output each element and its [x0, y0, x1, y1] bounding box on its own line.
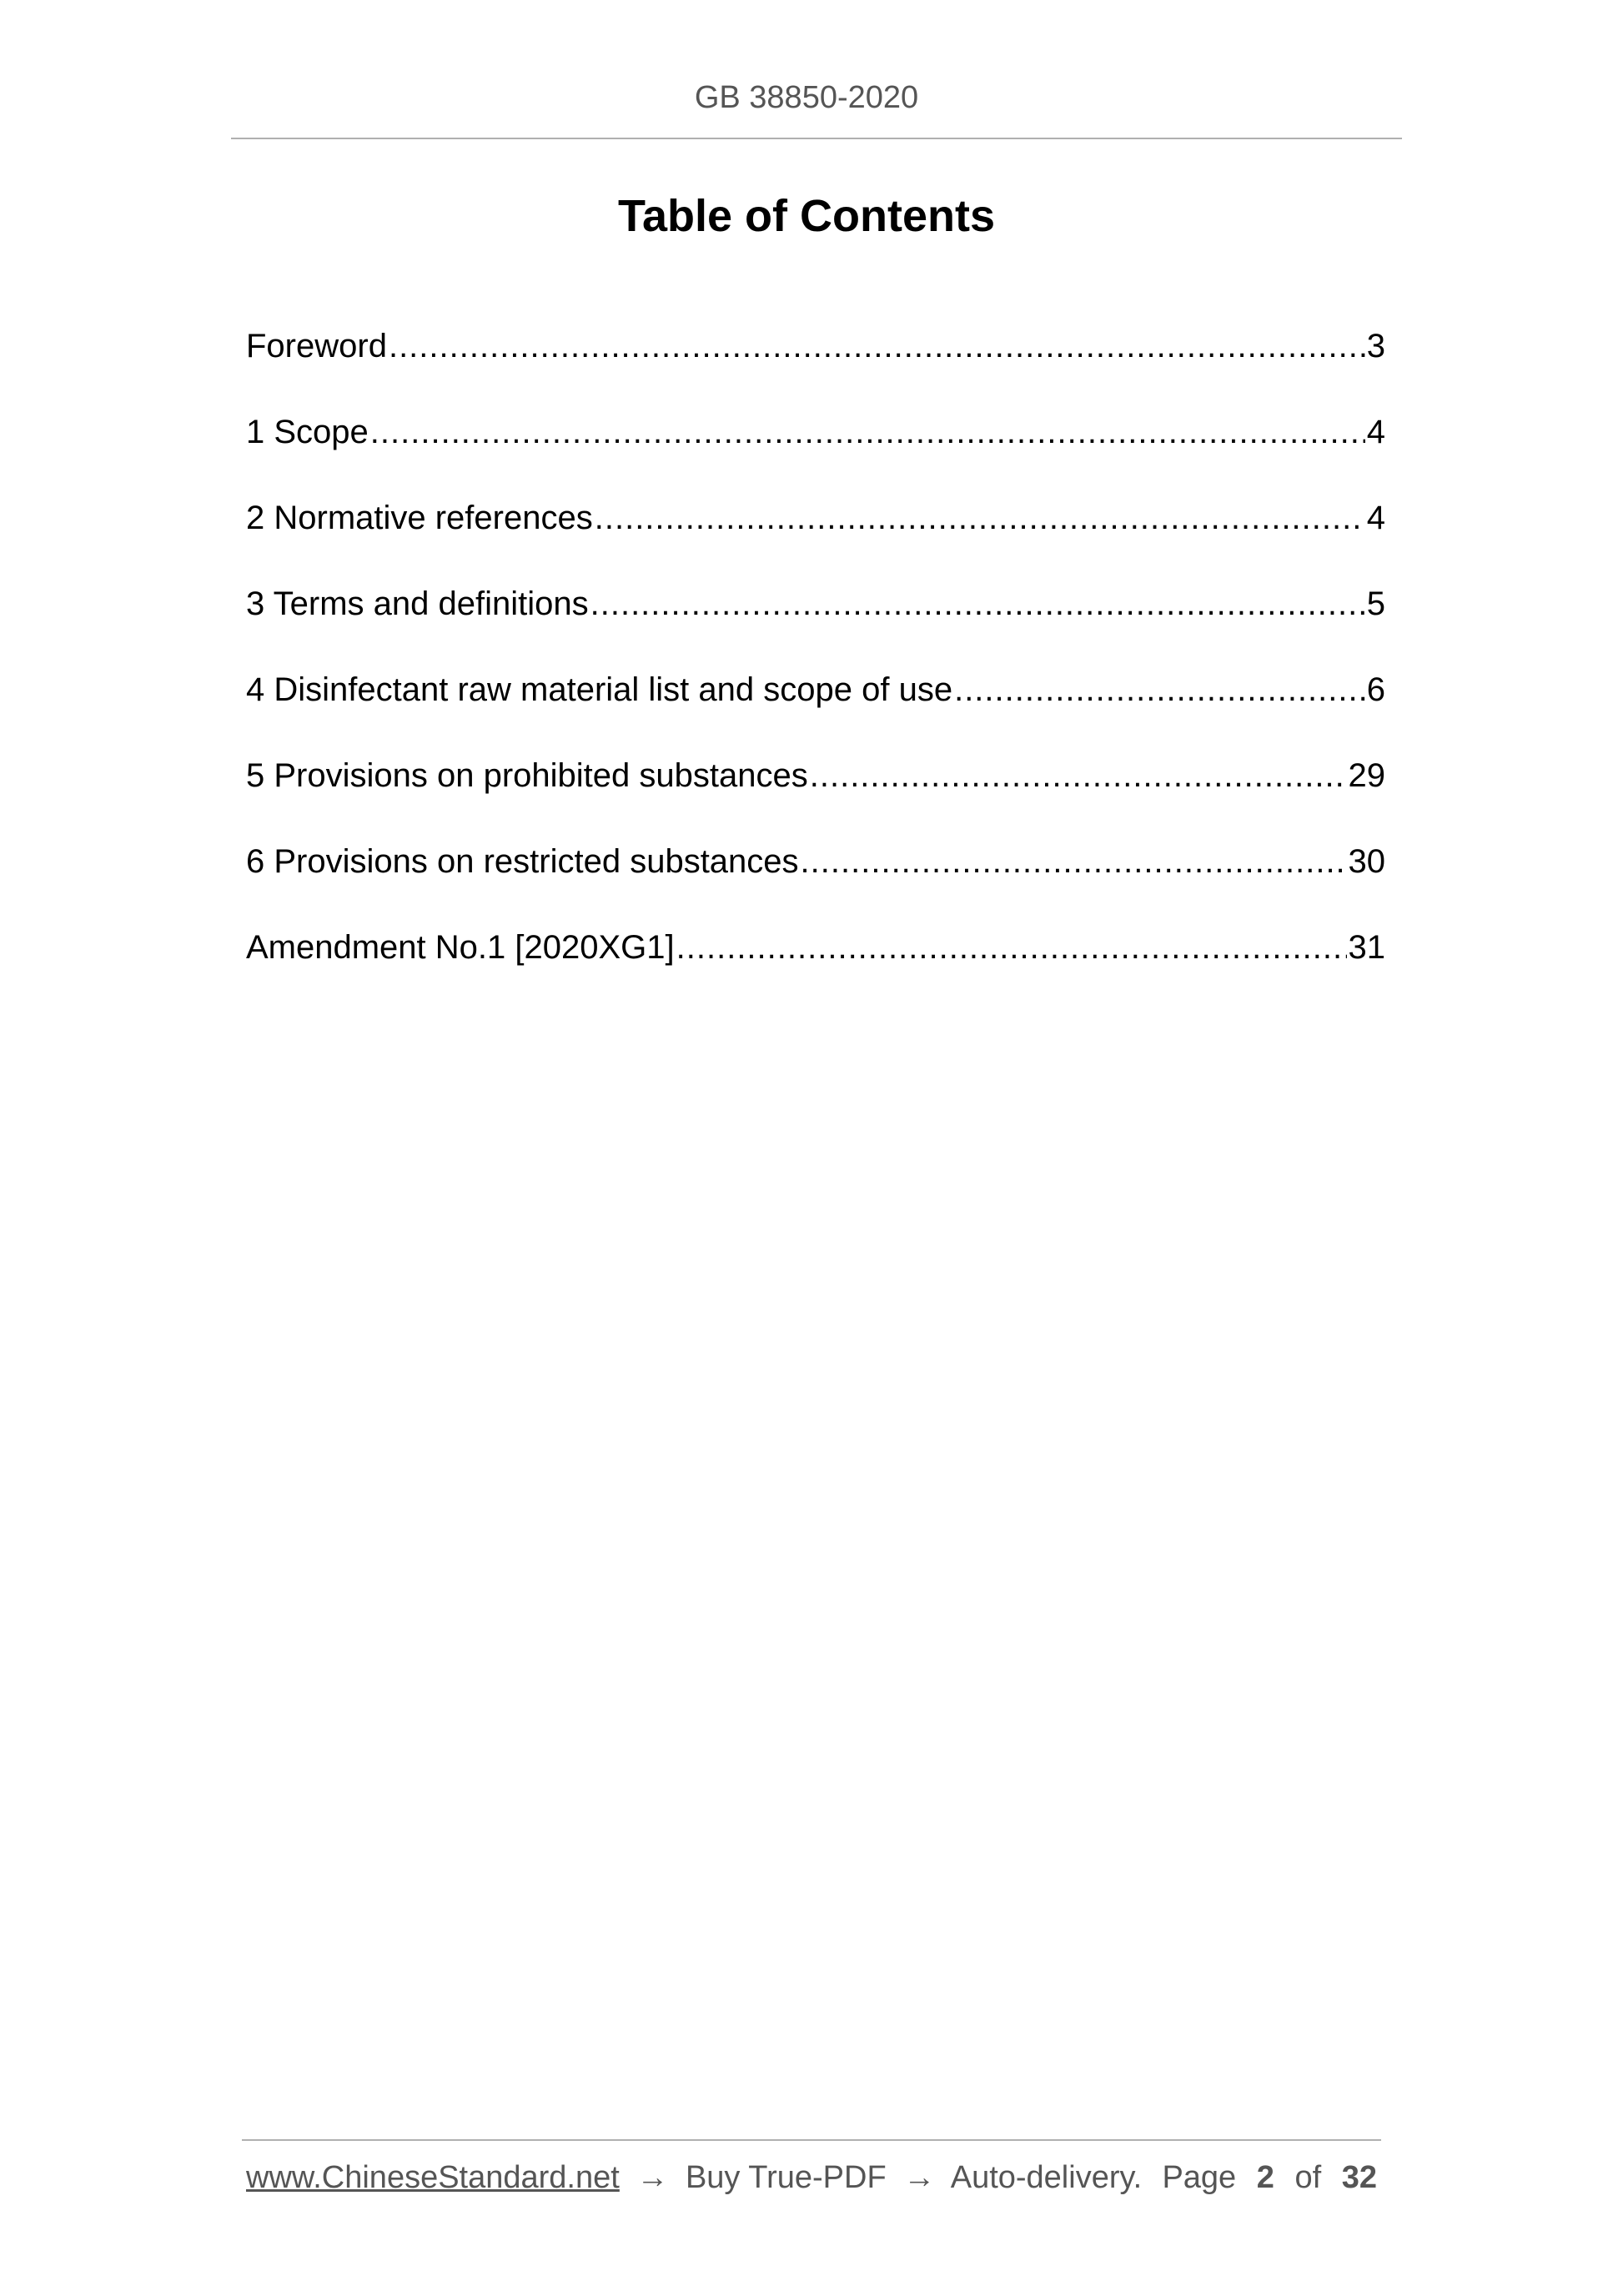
total-pages-number: 32: [1341, 2160, 1377, 2195]
arrow-right-icon: →: [636, 2160, 669, 2195]
toc-entry-label: Amendment No.1 [2020XG1]: [246, 929, 675, 966]
of-word: of: [1294, 2160, 1322, 2195]
dot-leader: [595, 493, 1365, 543]
current-page-number: 2: [1256, 2160, 1274, 2195]
toc-entry-label: 4 Disinfectant raw material list and scope of use: [246, 671, 953, 708]
toc-entry-label: 6 Provisions on restricted substances: [246, 843, 799, 880]
footer-divider: [242, 2139, 1381, 2141]
toc-entry-raw-material-list[interactable]: [246, 665, 1385, 751]
toc-entry-page: 6: [1366, 671, 1385, 708]
toc-entry-restricted-substances[interactable]: [246, 837, 1385, 922]
dot-leader: [389, 321, 1365, 371]
dot-leader: [954, 665, 1365, 715]
header-divider: [231, 138, 1402, 139]
page-footer: [246, 2160, 1377, 2196]
footer-promo: [246, 2160, 1142, 2196]
toc-entry-label: Foreword: [246, 328, 387, 364]
toc-entry-page: 30: [1348, 843, 1385, 880]
dot-leader: [801, 837, 1347, 887]
toc-entry-page: 3: [1366, 328, 1385, 364]
page-word: Page: [1162, 2160, 1237, 2195]
toc-entry-page: 5: [1366, 585, 1385, 622]
arrow-right-icon: →: [903, 2160, 936, 2195]
document-id-header: GB 38850-2020: [694, 80, 919, 115]
delivery-text: Auto-delivery.: [950, 2160, 1143, 2195]
toc-entry-normative-references[interactable]: [246, 493, 1385, 579]
toc-entry-label: 2 Normative references: [246, 500, 593, 536]
toc-entry-page: 31: [1348, 929, 1385, 966]
page-counter: [1162, 2160, 1377, 2196]
toc-entry-prohibited-substances[interactable]: [246, 751, 1385, 837]
toc-entry-scope[interactable]: [246, 407, 1385, 493]
toc-entry-label: 3 Terms and definitions: [246, 585, 589, 622]
toc-entry-label: 5 Provisions on prohibited substances: [246, 757, 808, 794]
toc-entry-label: 1 Scope: [246, 414, 369, 450]
toc-entry-page: 4: [1366, 414, 1385, 450]
toc-entry-page: 29: [1348, 757, 1385, 794]
toc-entry-foreword[interactable]: [246, 321, 1385, 407]
dot-leader: [676, 922, 1347, 972]
toc-entry-amendment[interactable]: [246, 922, 1385, 1008]
page-title: Table of Contents: [618, 191, 995, 241]
toc-entry-page: 4: [1366, 500, 1385, 536]
dot-leader: [590, 579, 1365, 629]
table-of-contents: [246, 321, 1385, 1008]
buy-text: Buy True-PDF: [685, 2160, 887, 2195]
toc-entry-terms-and-definitions[interactable]: [246, 579, 1385, 665]
website-link[interactable]: www.ChineseStandard.net: [246, 2160, 620, 2195]
dot-leader: [810, 751, 1347, 801]
dot-leader: [370, 407, 1365, 457]
